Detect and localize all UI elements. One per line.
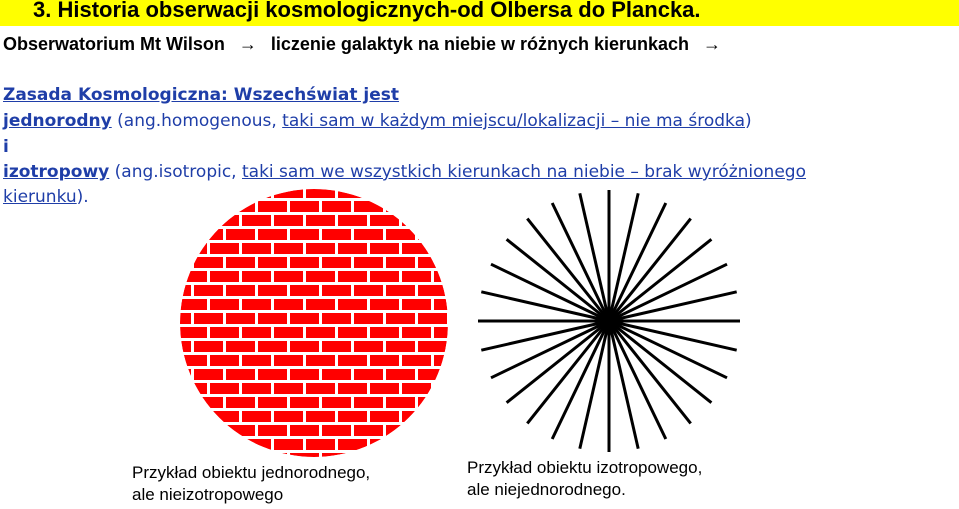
homogeneous-term: jednorodny <box>3 111 112 131</box>
galaxy-counting-text: liczenie galaktyk na niebie w różnych kierunkach <box>270 34 690 54</box>
cosmological-principle-heading: Zasada Kosmologiczna: Wszechświat jest <box>3 85 400 105</box>
arrow-right-icon: → <box>238 34 257 54</box>
observatory-line <box>3 34 721 55</box>
isotropic-definition <box>3 162 806 182</box>
homogeneous-description: taki sam w każdym miejscu/lokalizacji – nie ma środka <box>282 111 745 131</box>
isotropic-description: taki sam we wszystkich kierunkach na niebie – brak wyróżnionego <box>242 162 806 182</box>
homogeneous-definition <box>3 111 752 131</box>
brick-disc-icon <box>178 187 450 457</box>
isotropic-caption-line2: ale niejednorodnego. <box>467 480 626 499</box>
isotropic-definition-cont <box>3 187 89 207</box>
title-bar <box>0 0 959 26</box>
homogeneous-close: ) <box>745 111 752 131</box>
conjunction-i: i <box>3 137 9 157</box>
isotropic-term: izotropowy <box>3 162 110 182</box>
isotropic-ang: (ang.isotropic, <box>109 162 242 182</box>
isotropic-caption-line1: Przykład obiektu izotropowego, <box>467 458 703 477</box>
isotropic-close: ). <box>76 187 89 207</box>
observatory-name: Obserwatorium Mt Wilson <box>3 34 225 54</box>
isotropic-caption <box>467 457 702 501</box>
homogeneous-ang: (ang.homogenous, <box>111 111 283 131</box>
homogeneous-caption <box>132 462 370 506</box>
page-title: 3. Historia obserwacji kosmologicznych-od Olbersa do Plancka. <box>33 0 701 22</box>
isotropic-description-cont: kierunku <box>3 187 77 207</box>
homogeneous-caption-line2: ale nieizotropowego <box>132 485 284 504</box>
radial-star-icon <box>470 188 750 456</box>
homogeneous-caption-line1: Przykład obiektu jednorodnego, <box>132 463 371 482</box>
arrow-right-icon: → <box>703 34 722 54</box>
